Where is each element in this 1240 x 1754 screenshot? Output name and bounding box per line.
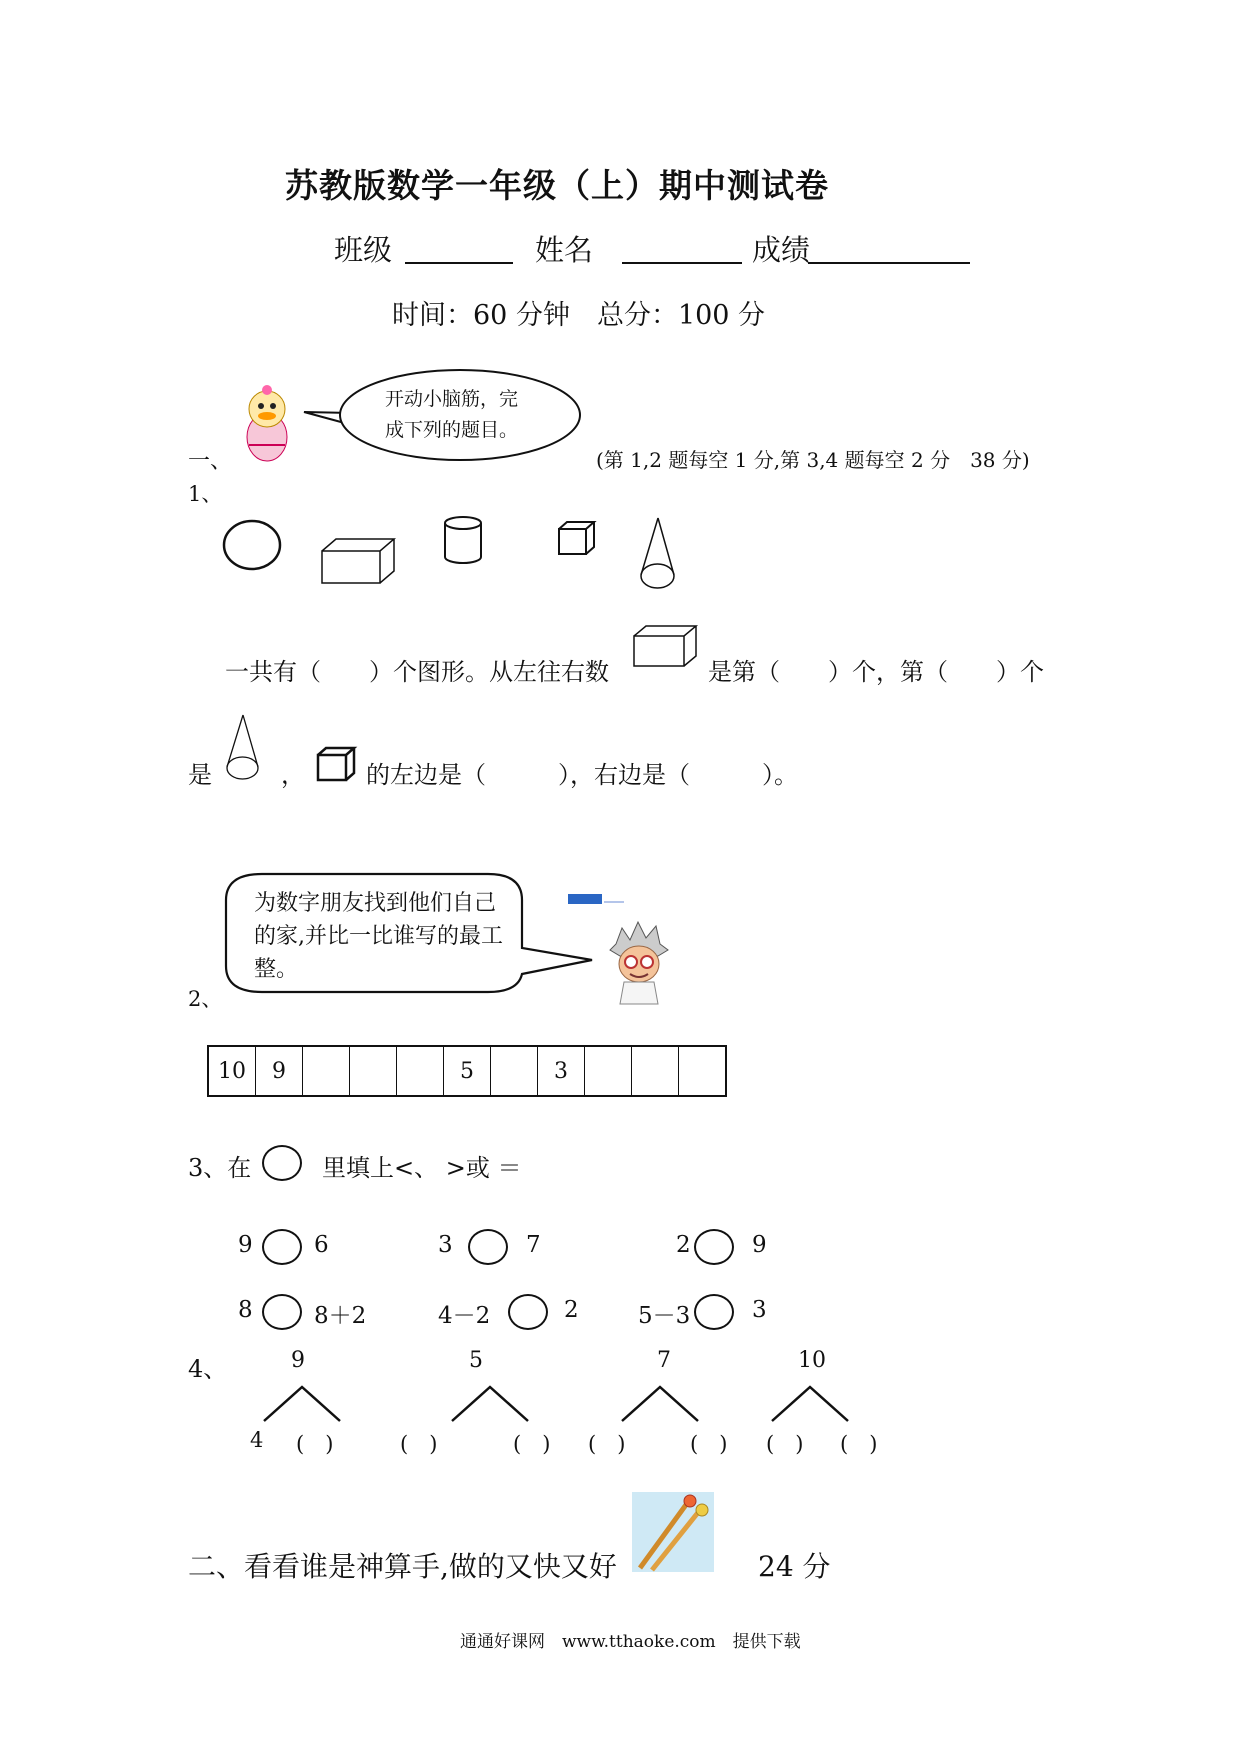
cone-icon xyxy=(224,713,262,781)
tag-icon xyxy=(568,893,626,905)
number-cell: 9 xyxy=(256,1047,303,1095)
number-cell: 10 xyxy=(209,1047,256,1095)
cube-icon xyxy=(557,520,599,556)
tree-left[interactable]: ( ) xyxy=(766,1432,804,1456)
cone-icon xyxy=(638,516,678,592)
compare-right: 6 xyxy=(314,1232,329,1258)
compare-right: 8＋2 xyxy=(314,1303,367,1329)
compare-left: 5－3 xyxy=(638,1303,691,1329)
q1-line1-a: 一共有（ ）个图形。从左往右数 xyxy=(225,658,609,686)
compare-circle[interactable] xyxy=(694,1229,734,1265)
chick-icon xyxy=(237,385,297,465)
compare-right: 2 xyxy=(564,1297,579,1323)
number-bond-lines xyxy=(620,1385,700,1423)
compare-circle[interactable] xyxy=(262,1294,302,1330)
tree-left[interactable]: ( ) xyxy=(588,1432,626,1456)
sphere-icon xyxy=(222,519,284,571)
number-bond-lines xyxy=(262,1385,342,1423)
cube-icon xyxy=(316,746,360,782)
bubble1-line1: 开动小脑筋，完 xyxy=(385,388,519,410)
cuboid-icon xyxy=(320,537,396,587)
number-cell-blank[interactable] xyxy=(303,1047,350,1095)
number-bond-lines xyxy=(770,1385,850,1423)
q1-line2-c: 的左边是（ ），右边是（ ）。 xyxy=(366,761,798,789)
q1-number: 1、 xyxy=(188,482,223,506)
name-blank[interactable] xyxy=(622,262,742,264)
exam-meta: 时间：60 分钟 总分：100 分 xyxy=(392,300,766,331)
tree-top: 10 xyxy=(798,1348,826,1373)
section2-points: 24 分 xyxy=(758,1550,831,1583)
tree-right[interactable]: ( ) xyxy=(840,1432,878,1456)
compare-left: 2 xyxy=(676,1232,691,1258)
compare-circle[interactable] xyxy=(262,1229,302,1265)
class-label: 班级 xyxy=(334,233,393,267)
tree-top: 7 xyxy=(657,1348,671,1373)
compare-left: 9 xyxy=(238,1232,253,1258)
number-cell-blank[interactable] xyxy=(397,1047,444,1095)
tree-top: 5 xyxy=(469,1348,483,1373)
number-cell: 5 xyxy=(444,1047,491,1095)
compare-circle[interactable] xyxy=(468,1229,508,1265)
q1-line2-a: 是 xyxy=(188,761,212,789)
compare-left: 4－2 xyxy=(438,1303,491,1329)
q1-line1-b: 是第（ ）个，第（ ）个 xyxy=(708,658,1044,686)
tree-left: 4 xyxy=(250,1428,264,1452)
q1-line2-b: ， xyxy=(281,761,305,789)
tree-right[interactable]: ( ) xyxy=(690,1432,728,1456)
tree-right[interactable]: ( ) xyxy=(513,1432,551,1456)
tree-top: 9 xyxy=(291,1348,305,1373)
compare-circle[interactable] xyxy=(694,1294,734,1330)
name-label: 姓名 xyxy=(535,233,594,267)
section1-label: 一、 xyxy=(188,449,233,474)
q3-prefix: 3、在 xyxy=(188,1154,252,1182)
compare-circle[interactable] xyxy=(508,1294,548,1330)
compare-right: 3 xyxy=(752,1297,767,1323)
page-title: 苏教版数学一年级（上）期中测试卷 xyxy=(285,166,829,205)
section2-label: 二、看看谁是神算手,做的又快又好 xyxy=(188,1550,617,1583)
compare-left: 8 xyxy=(238,1297,253,1323)
number-cell-blank[interactable] xyxy=(585,1047,632,1095)
q3-suffix: 里填上<、 >或 ＝ xyxy=(322,1154,522,1182)
score-blank[interactable] xyxy=(808,262,970,264)
score-label: 成绩 xyxy=(752,233,811,267)
number-cell-blank[interactable] xyxy=(632,1047,679,1095)
compare-right: 7 xyxy=(526,1232,541,1258)
cuboid-icon xyxy=(632,624,700,668)
professor-icon xyxy=(608,920,670,1006)
q2-number: 2、 xyxy=(188,987,223,1011)
footer-source: 通通好课网 www.tthaoke.com 提供下载 xyxy=(460,1632,801,1652)
compare-right: 9 xyxy=(752,1232,767,1258)
number-bond-lines xyxy=(450,1385,530,1423)
compare-left: 3 xyxy=(438,1232,453,1258)
bubble2-line2: 的家,并比一比谁写的最工 xyxy=(254,924,503,949)
number-cell-blank[interactable] xyxy=(491,1047,538,1095)
compare-circle-example xyxy=(262,1145,302,1181)
number-cell: 3 xyxy=(538,1047,585,1095)
number-row-table xyxy=(207,1045,727,1097)
number-cell-blank[interactable] xyxy=(350,1047,397,1095)
number-cell-blank[interactable] xyxy=(679,1047,725,1095)
tree-left[interactable]: ( ) xyxy=(400,1432,438,1456)
pencils-icon xyxy=(632,1492,714,1572)
bubble2-line1: 为数字朋友找到他们自己 xyxy=(254,891,497,916)
class-blank[interactable] xyxy=(405,262,513,264)
bubble1-line2: 成下列的题目。 xyxy=(385,419,519,441)
tree-right[interactable]: ( ) xyxy=(296,1432,334,1456)
section1-scoring: (第 1,2 题每空 1 分,第 3,4 题每空 2 分 38 分) xyxy=(596,448,1030,472)
cylinder-icon xyxy=(443,515,487,567)
bubble2-line3: 整。 xyxy=(254,957,299,982)
q4-number: 4、 xyxy=(188,1355,228,1383)
